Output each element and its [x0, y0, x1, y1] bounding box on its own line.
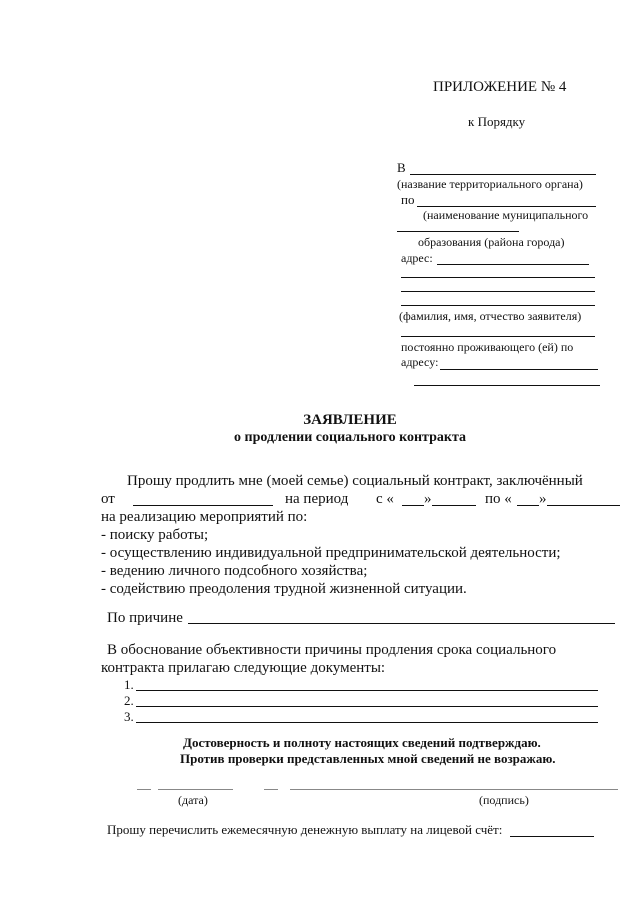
justification-line-2: контракта прилагаю следующие документы: — [101, 660, 386, 676]
period-end-close: » — [539, 491, 547, 507]
confirmation-line-1: Достоверность и полноту настоящих сведений подтверждаю. — [183, 735, 541, 750]
fio-field[interactable] — [401, 305, 595, 306]
document-field-3[interactable] — [136, 722, 598, 723]
confirmation-line-2: Против проверки представленных мной сведений не возражаю. — [180, 751, 556, 766]
doc-number-3: 3. — [124, 709, 134, 724]
request-line: Прошу продлить мне (моей семье) социальный контракт, заключённый — [127, 473, 583, 489]
doc-number-2: 2. — [124, 693, 134, 708]
appendix-title: ПРИЛОЖЕНИЕ № 4 — [433, 79, 567, 95]
municipal-caption-1: (наименование муниципального — [423, 208, 589, 222]
period-start-close: » — [424, 491, 432, 507]
activity-job-search: - поиску работы; — [101, 527, 209, 543]
from-label: от — [101, 491, 115, 507]
activities-intro: на реализацию мероприятий по: — [101, 509, 308, 525]
contract-date-field[interactable] — [133, 505, 273, 506]
residence-field-1[interactable] — [401, 336, 595, 337]
period-start-month-field[interactable] — [432, 505, 476, 506]
address-field-1[interactable] — [437, 264, 589, 265]
municipal-caption-2: образования (района города) — [418, 235, 565, 249]
residing-caption-2: адресу: — [401, 355, 439, 369]
reason-label: По причине — [107, 610, 183, 626]
activity-household-farming: - ведению личного подсобного хозяйства; — [101, 563, 368, 579]
signature-caption: (подпись) — [479, 793, 529, 807]
date-field[interactable] — [158, 789, 233, 790]
document-field-1[interactable] — [136, 690, 598, 691]
date-caption: (дата) — [178, 793, 208, 807]
document-field-2[interactable] — [136, 706, 598, 707]
to-prefix: В — [397, 160, 406, 175]
period-end-open: по « — [485, 491, 512, 507]
residence-field-3[interactable] — [414, 385, 600, 386]
activity-hardship-assistance: - содействию преодоления трудной жизненной ситуации. — [101, 581, 467, 597]
territorial-body-caption: (название территориального органа) — [397, 177, 583, 191]
signature-field[interactable] — [290, 789, 618, 790]
po-prefix: по — [401, 192, 415, 207]
residence-field-2[interactable] — [440, 369, 598, 370]
period-end-day-field[interactable] — [517, 505, 539, 506]
municipal-field-1[interactable] — [417, 206, 596, 207]
reason-field[interactable] — [188, 623, 615, 624]
address-label: адрес: — [401, 251, 433, 265]
address-field-3[interactable] — [401, 291, 595, 292]
residing-caption-1: постоянно проживающего (ей) по — [401, 340, 574, 354]
period-start-open: с « — [376, 491, 394, 507]
document-title: ЗАЯВЛЕНИЕ — [303, 412, 397, 428]
address-field-2[interactable] — [401, 277, 595, 278]
order-reference: к Порядку — [468, 114, 526, 129]
period-end-month-field[interactable] — [547, 505, 620, 506]
fio-caption: (фамилия, имя, отчество заявителя) — [399, 309, 582, 323]
date-dash — [137, 789, 151, 790]
signature-dash — [264, 789, 278, 790]
doc-number-1: 1. — [124, 677, 134, 692]
municipal-field-2[interactable] — [397, 231, 519, 232]
account-field[interactable] — [510, 836, 594, 837]
period-label: на период — [285, 491, 349, 507]
territorial-body-field[interactable] — [410, 174, 596, 175]
activity-entrepreneurship: - осуществлению индивидуальной предпринимательской деятельности; — [101, 545, 561, 561]
document-subtitle: о продлении социального контракта — [234, 430, 466, 445]
period-start-day-field[interactable] — [402, 505, 424, 506]
justification-line-1: В обоснование объективности причины продления срока социального — [107, 642, 557, 658]
transfer-request: Прошу перечислить ежемесячную денежную выплату на лицевой счёт: — [107, 822, 503, 837]
